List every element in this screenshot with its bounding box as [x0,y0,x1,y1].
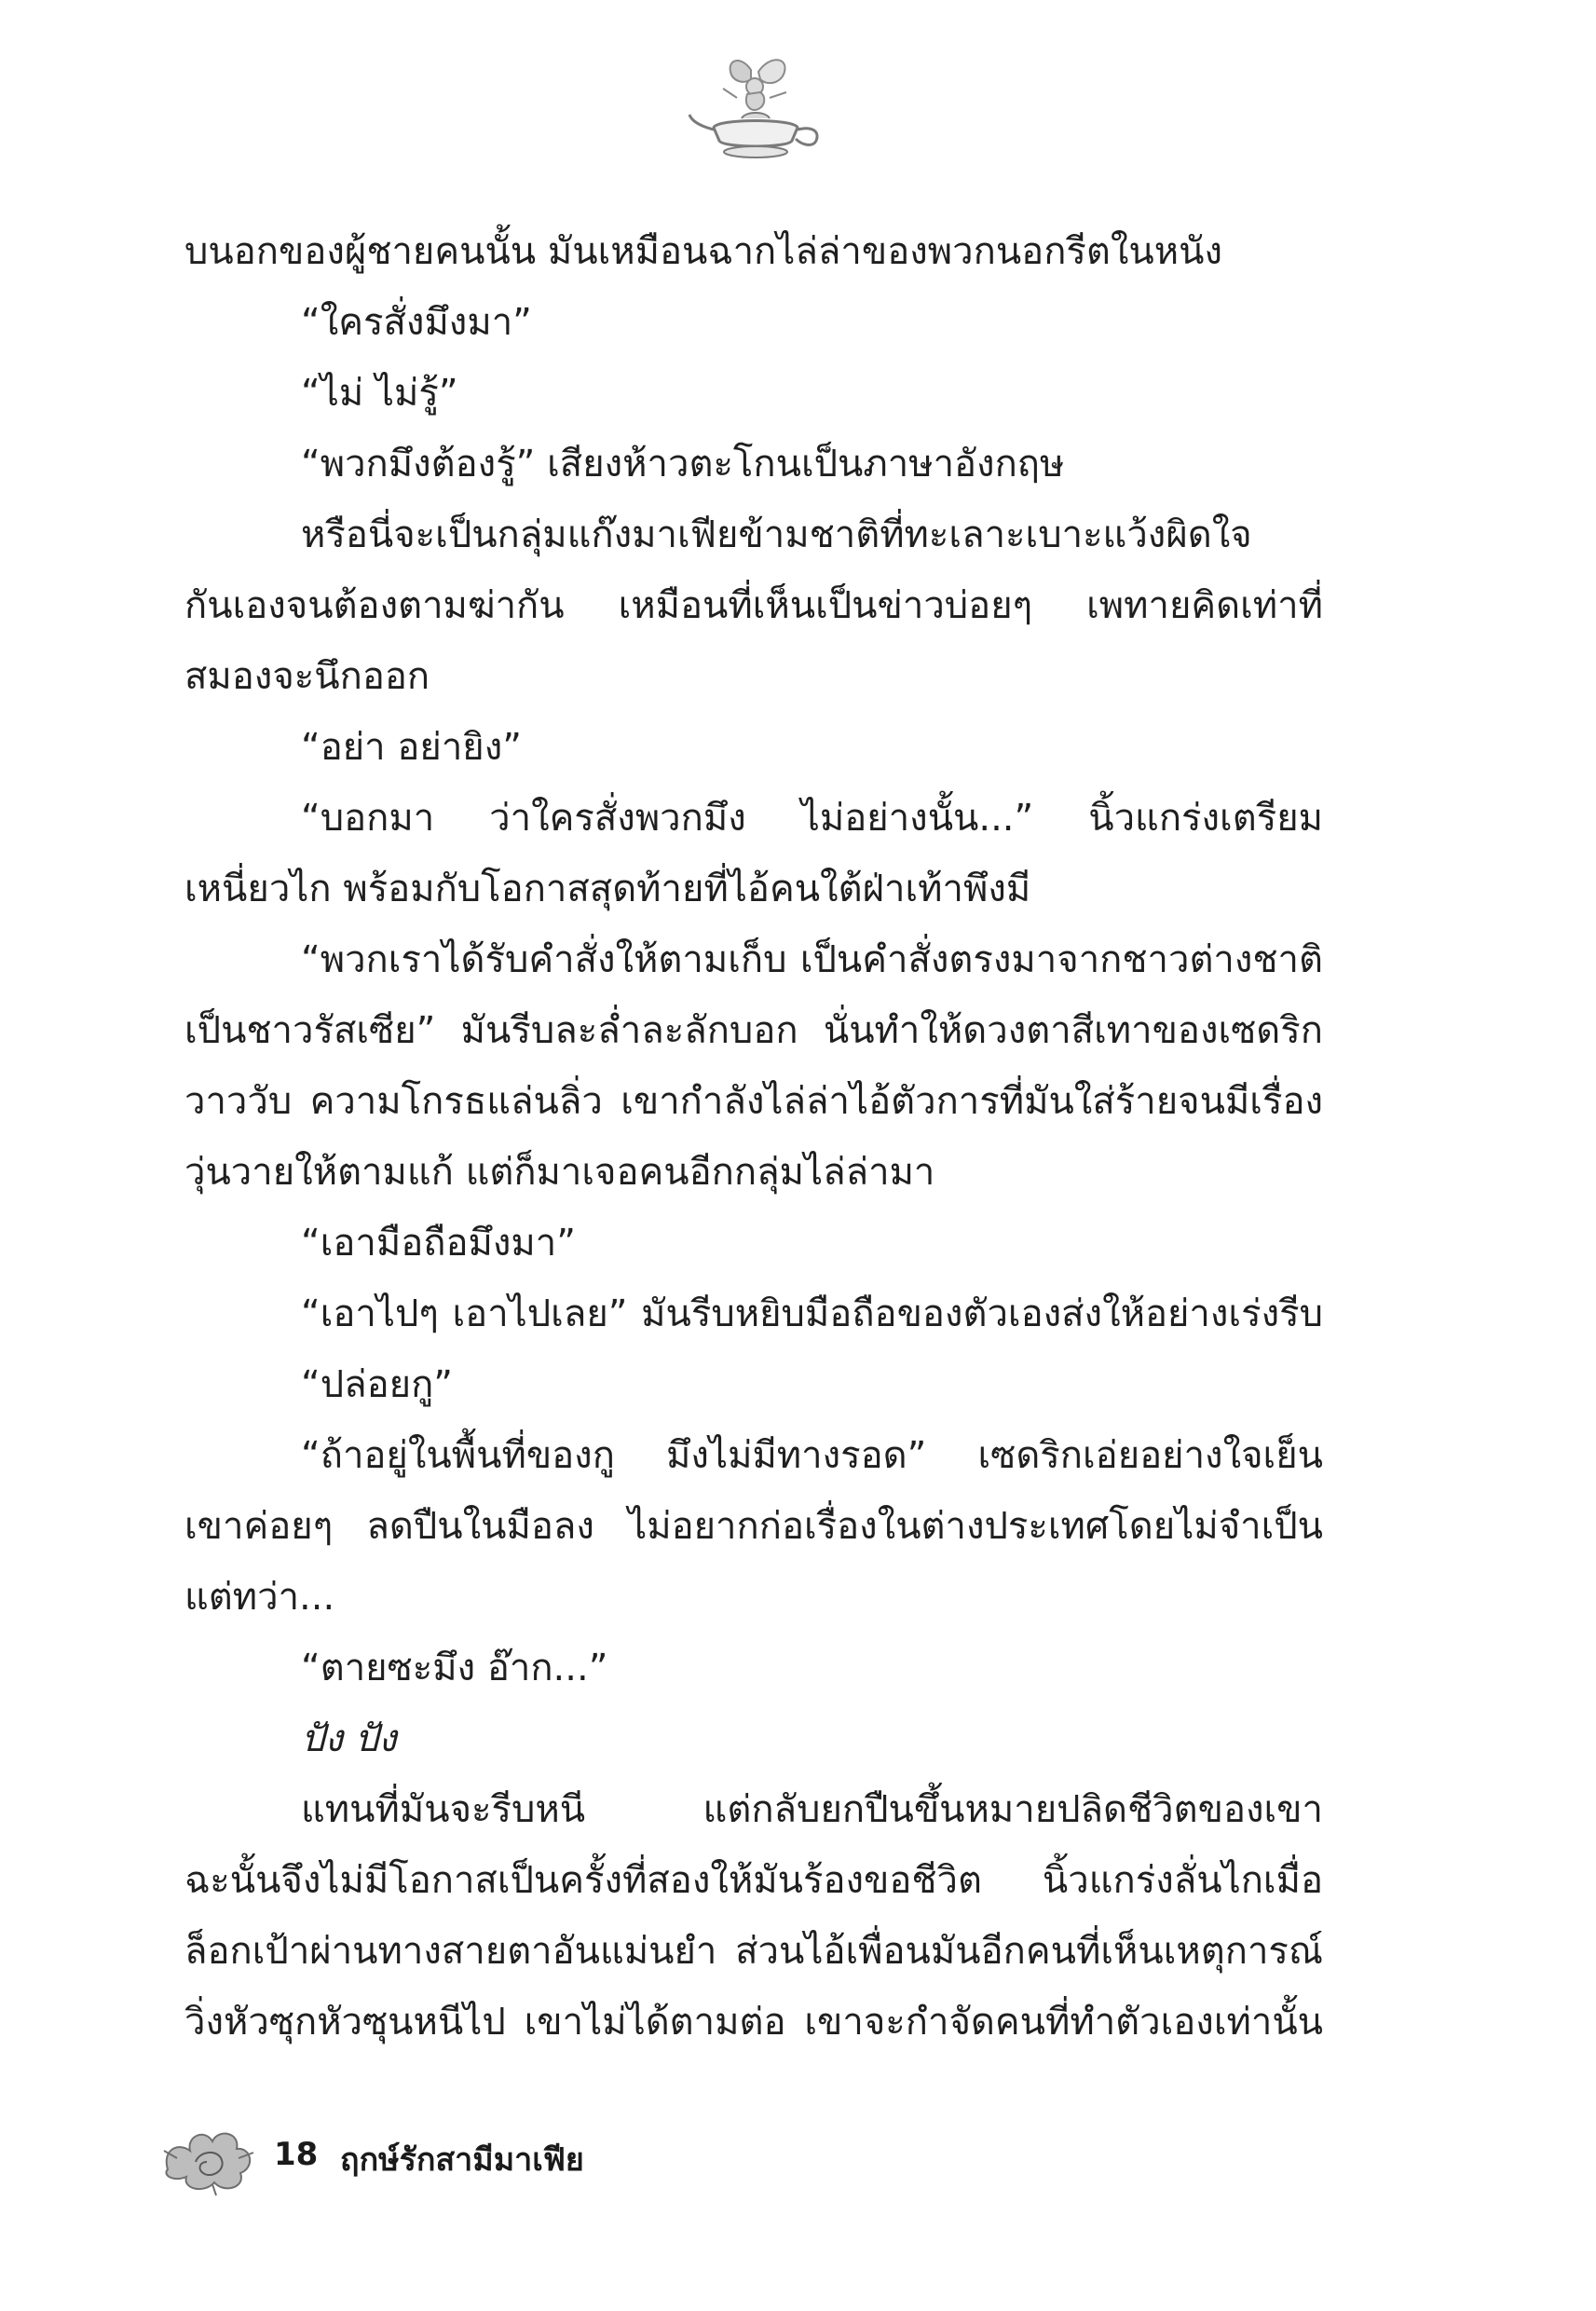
text-line: “ใครสั่งมึงมา” [301,301,532,344]
book-title: ฤกษ์รักสามีมาเฟีย [340,2141,584,2179]
text-line: บนอกของผู้ชายคนนั้น มันเหมือนฉากไล่ล่าของพวกนอกรีตในหนัง [184,230,1222,273]
text-line: “บอกมา ว่าใครสั่งพวกมึง ไม่อย่างนั้น...” นิ้วแกร่งเตรียม [301,797,1323,840]
rose-ornament-icon [158,2113,259,2197]
text-line: “พวกเราได้รับคำสั่งให้ตามเก็บ เป็นคำสั่งตรงมาจากชาวต่างชาติ [301,938,1323,981]
text-line: วิ่งหัวซุกหัวซุนหนีไป เขาไม่ได้ตามต่อ เขาจะกำจัดคนที่ทำตัวเองเท่านั้น [184,2001,1323,2044]
cupid-teapot-ornament-icon [686,51,825,163]
text-line: “ถ้าอยู่ในพื้นที่ของกู มึงไม่มีทางรอด” เซดริกเอ่ยอย่างใจเย็น [301,1434,1323,1477]
text-line: “อย่า อย่ายิง” [301,726,522,769]
text-line: กันเองจนต้องตามฆ่ากัน เหมือนที่เห็นเป็นข่าวบ่อยๆ เพทายคิดเท่าที่ [184,584,1323,627]
text-line: “เอาไปๆ เอาไปเลย” มันรีบหยิบมือถือของตัวเองส่งให้อย่างเร่งรีบ [301,1292,1323,1335]
text-line: “ตายซะมึง อ๊าก...” [301,1647,608,1689]
text-line: “ปล่อยกู” [301,1363,454,1406]
text-line: ล็อกเป้าผ่านทางสายตาอันแม่นยำ ส่วนไอ้เพื่อนมันอีกคนที่เห็นเหตุการณ์ [184,1930,1323,1973]
text-line: เป็นชาวรัสเซีย” มันรีบละล่ำละลักบอก นั่นทำให้ดวงตาสีเทาของเซดริก [184,1009,1323,1052]
text-line: แต่ทว่า... [184,1576,335,1619]
text-line: สมองจะนึกออก [184,655,430,698]
text-line: เหนี่ยวไก พร้อมกับโอกาสสุดท้ายที่ไอ้คนใต้ฝ่าเท้าพึงมี [184,868,1031,910]
text-line: ฉะนั้นจึงไม่มีโอกาสเป็นครั้งที่สองให้มันร้องขอชีวิต นิ้วแกร่งลั่นไกเมื่อ [184,1859,1323,1902]
text-line: “ไม่ ไม่รู้” [301,372,458,415]
text-line: หรือนี่จะเป็นกลุ่มแก๊งมาเฟียข้ามชาติที่ทะเลาะเบาะแว้งผิดใจ [301,513,1252,556]
body-text [184,216,1323,2044]
text-line: วุ่นวายให้ตามแก้ แต่ก็มาเจอคนอีกกลุ่มไล่ล่ามา [184,1151,935,1194]
text-line: เขาค่อยๆ ลดปืนในมือลง ไม่อยากก่อเรื่องในต่างประเทศโดยไม่จำเป็น [184,1505,1323,1548]
text-line: ปัง ปัง [301,1717,397,1760]
text-line: วาววับ ความโกรธแล่นลิ่ว เขากำลังไล่ล่าไอ้ตัวการที่มันใส่ร้ายจนมีเรื่อง [184,1080,1323,1123]
page-number: 18 [274,2136,319,2173]
text-line: “พวกมึงต้องรู้” เสียงห้าวตะโกนเป็นภาษาอังกฤษ [301,443,1065,485]
text-line: แทนที่มันจะรีบหนี แต่กลับยกปืนขึ้นหมายปลิดชีวิตของเขา [301,1788,1323,1831]
page-footer [158,2113,904,2197]
text-line: “เอามือถือมึงมา” [301,1222,576,1265]
